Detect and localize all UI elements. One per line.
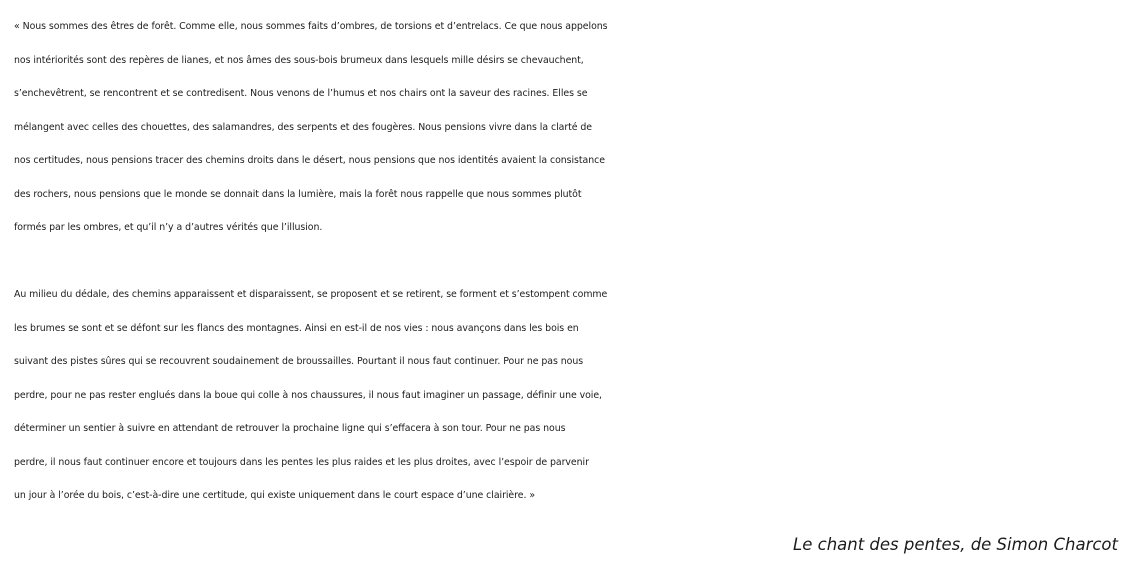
text-line: formés par les ombres, et qu’il n’y a d’autres vérités que l’illusion.	[14, 222, 323, 233]
quote-text	[14, 10, 1126, 513]
text-line: perdre, il nous faut continuer encore et toujours dans les pentes les plus raides et les plus droites, avec l’espoir de parvenir	[14, 456, 589, 468]
text-line: des rochers, nous pensions que le monde se donnait dans la lumière, mais la forêt nous rappelle que nous sommes plutôt	[14, 188, 582, 200]
text-line: les brumes se sont et se défont sur les flancs des montagnes. Ainsi en est-il de nos vies : nous avançons dans les bois en	[14, 322, 579, 334]
text-line: perdre, pour ne pas rester englués dans la boue qui colle à nos chaussures, il nous faut imaginer un passage, définir une voie,	[14, 389, 602, 401]
text-line: un jour à l’orée du bois, c’est-à-dire une certitude, qui existe uniquement dans le court espace d’une clairière. »	[14, 490, 536, 501]
text-line: nos certitudes, nous pensions tracer des chemins droits dans le désert, nous pensions que nos identités avaient la consistance	[14, 155, 605, 166]
quote-paragraph-1	[14, 10, 1126, 245]
attribution: Le chant des pentes, de Simon Charcot	[793, 535, 1118, 554]
quote-paragraph-2	[14, 278, 1126, 513]
text-line: Au milieu du dédale, des chemins apparaissent et disparaissent, se proposent et se retirent, se forment et s’estompent comme	[14, 289, 608, 300]
text-line: suivant des pistes sûres qui se recouvrent soudainement de broussailles. Pourtant il nous faut continuer. Pour ne pas nous	[14, 356, 584, 367]
text-line: « Nous sommes des êtres de forêt. Comme elle, nous sommes faits d’ombres, de torsions et d’entrelacs. Ce que nous appelons	[14, 21, 608, 32]
text-line: déterminer un sentier à suivre en attendant de retrouver la prochaine ligne qui s’effacera à son tour. Pour ne pas nous	[14, 423, 566, 434]
paragraph-gap	[14, 245, 1126, 279]
text-line: nos intériorités sont des repères de lianes, et nos âmes des sous-bois brumeux dans lesquels mille désirs se chevauchent,	[14, 54, 584, 66]
text-line: mélangent avec celles des chouettes, des salamandres, des serpents et des fougères. Nous pensions vivre dans la clarté de	[14, 121, 593, 133]
text-line: s’enchevêtrent, se rencontrent et se contredisent. Nous venons de l’humus et nos chairs ont la saveur des racines. Elles se	[14, 88, 588, 99]
